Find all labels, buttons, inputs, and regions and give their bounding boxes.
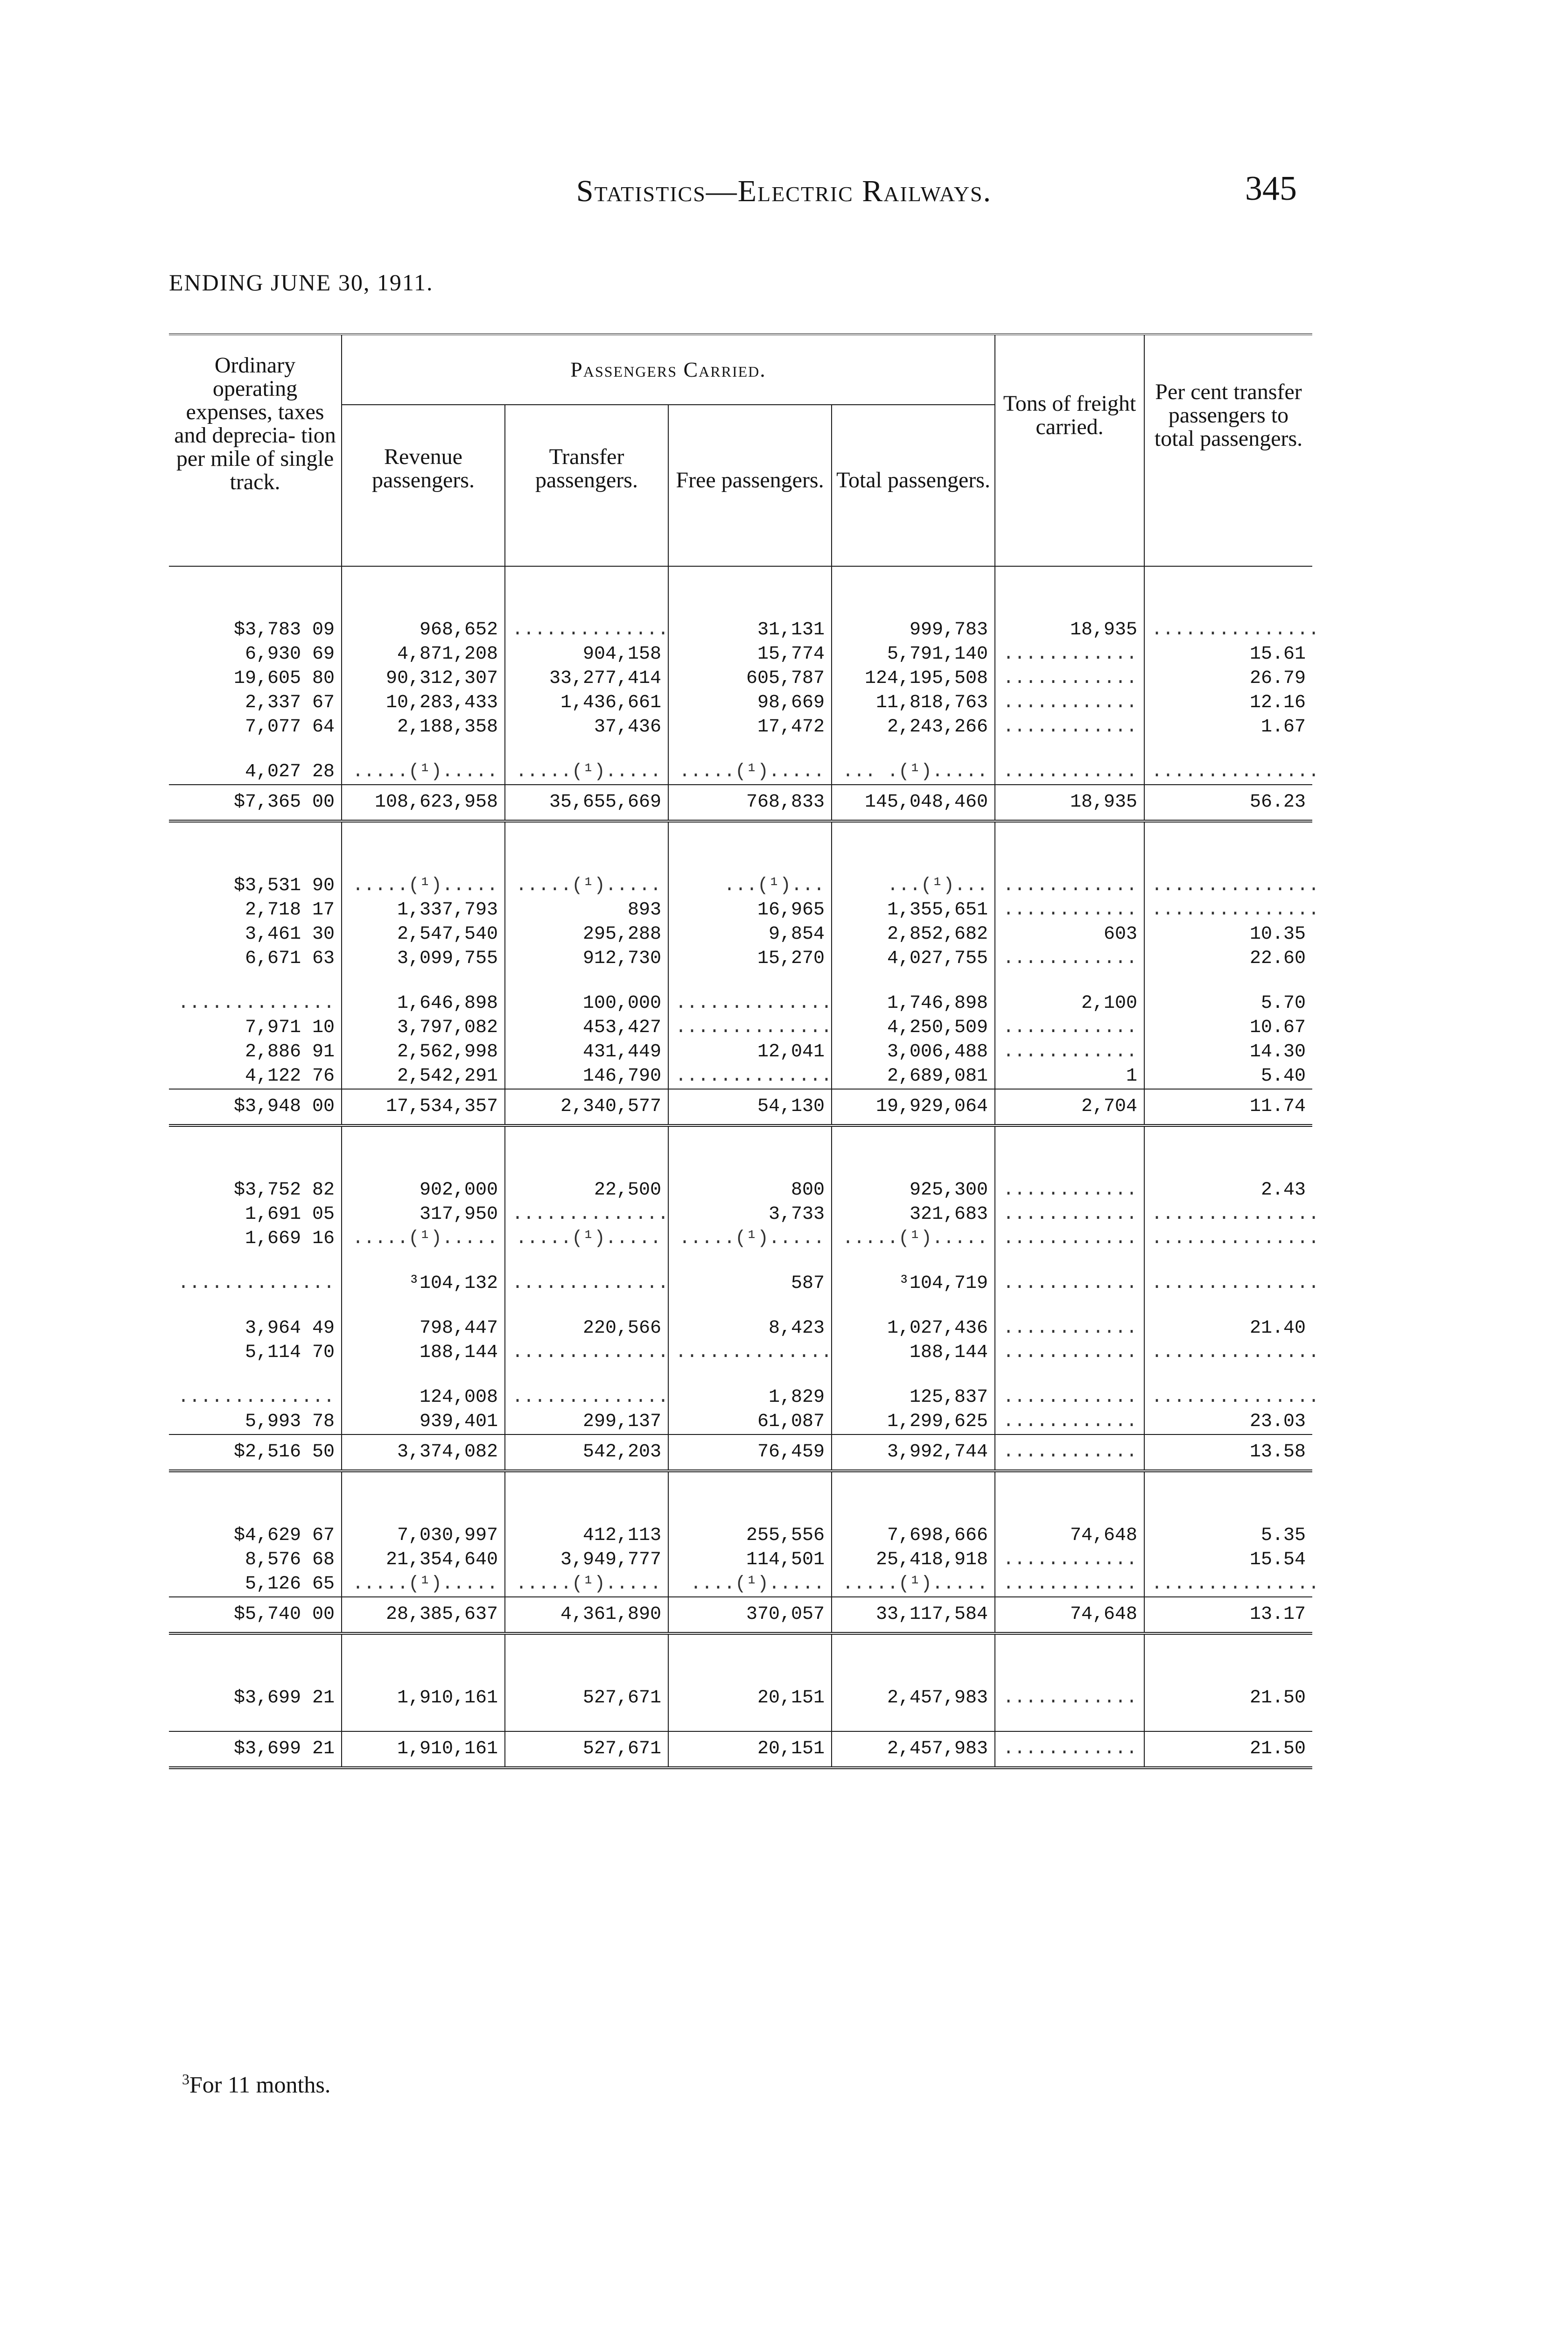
table-cell: 6,930 69 bbox=[245, 644, 335, 665]
table-cell: ............... bbox=[1144, 618, 1312, 642]
table-cell: 9,854 bbox=[668, 922, 832, 947]
table-cell: .....(¹)..... bbox=[342, 760, 505, 785]
table-cell: ............ bbox=[995, 1227, 1144, 1251]
table-cell: 3,733 bbox=[668, 1202, 832, 1227]
table-cell: $3,699 21 bbox=[233, 1687, 335, 1708]
table-cell: .............. bbox=[177, 1273, 335, 1294]
table-row bbox=[169, 1227, 1312, 1251]
table-cell: 11.74 bbox=[1144, 1089, 1312, 1125]
table-cell: 321,683 bbox=[832, 1202, 995, 1227]
table-cell: 10.35 bbox=[1144, 922, 1312, 947]
table-cell: 605,787 bbox=[668, 667, 832, 691]
table-cell: 3,964 49 bbox=[245, 1318, 335, 1339]
table-cell: 37,436 bbox=[505, 715, 668, 739]
page-number: 345 bbox=[1245, 169, 1297, 208]
header-revenue-passengers: Revenue passengers. bbox=[342, 405, 505, 496]
table-row bbox=[169, 1316, 1312, 1341]
header-passengers-carried: Passengers Carried. bbox=[342, 334, 995, 405]
table-cell: 5,126 65 bbox=[245, 1574, 335, 1595]
table-cell: ............ bbox=[995, 760, 1144, 785]
table-cell: 295,288 bbox=[505, 922, 668, 947]
table-cell: 893 bbox=[505, 898, 668, 922]
table-cell: 925,300 bbox=[832, 1178, 995, 1202]
table-cell: 2,689,081 bbox=[832, 1064, 995, 1089]
table-cell: 3,099,755 bbox=[342, 947, 505, 971]
subtotal-row bbox=[169, 1597, 1312, 1633]
table-cell: 1,337,793 bbox=[342, 898, 505, 922]
table-cell: 5.40 bbox=[1144, 1064, 1312, 1089]
table-cell: $7,365 00 bbox=[169, 785, 342, 821]
table-cell: 125,837 bbox=[832, 1385, 995, 1410]
table-cell: ............... bbox=[1144, 1202, 1312, 1227]
table-cell: 21.50 bbox=[1144, 1731, 1312, 1768]
table-cell: ............ bbox=[995, 1731, 1144, 1768]
table-row bbox=[169, 1341, 1312, 1365]
table-cell: 1,910,161 bbox=[342, 1731, 505, 1768]
table-cell: 20,151 bbox=[668, 1686, 832, 1710]
table-cell: $3,531 90 bbox=[233, 875, 335, 896]
table-cell: 2,188,358 bbox=[342, 715, 505, 739]
table-cell: 2,886 91 bbox=[245, 1041, 335, 1062]
table-cell: ............ bbox=[995, 1548, 1144, 1572]
table-cell: ............ bbox=[995, 1434, 1144, 1471]
footnote-mark: 3 bbox=[182, 2071, 189, 2088]
table-cell: ³104,132 bbox=[342, 1272, 505, 1296]
table-cell: ............... bbox=[1144, 1272, 1312, 1296]
table-cell: ............ bbox=[995, 1202, 1144, 1227]
table-cell: .....(¹)..... bbox=[505, 760, 668, 785]
table-cell: ............ bbox=[995, 1016, 1144, 1040]
table-cell: 16,965 bbox=[668, 898, 832, 922]
table-cell: .....(¹)..... bbox=[342, 1227, 505, 1251]
table-cell: .....(¹)..... bbox=[505, 1227, 668, 1251]
table-row bbox=[169, 1572, 1312, 1597]
table-cell: $3,948 00 bbox=[169, 1089, 342, 1125]
table-cell: .............. bbox=[668, 1016, 832, 1040]
table-cell: 21,354,640 bbox=[342, 1548, 505, 1572]
table-cell: 800 bbox=[668, 1178, 832, 1202]
table-cell: 124,008 bbox=[342, 1385, 505, 1410]
table-cell: 4,361,890 bbox=[505, 1597, 668, 1633]
table-cell: 74,648 bbox=[995, 1524, 1144, 1548]
table-cell: 1,027,436 bbox=[832, 1316, 995, 1341]
table-cell: ....(¹)..... bbox=[668, 1572, 832, 1597]
table-cell: 21.50 bbox=[1144, 1686, 1312, 1710]
table-cell: 74,648 bbox=[995, 1597, 1144, 1633]
table-cell: 1,910,161 bbox=[342, 1686, 505, 1710]
table-cell: 2,100 bbox=[995, 991, 1144, 1016]
table-cell: 146,790 bbox=[505, 1064, 668, 1089]
table-cell: .....(¹)..... bbox=[505, 1572, 668, 1597]
table-row bbox=[169, 667, 1312, 691]
table-cell: 255,556 bbox=[668, 1524, 832, 1548]
table-cell: 21.40 bbox=[1144, 1316, 1312, 1341]
table-cell: 14.30 bbox=[1144, 1040, 1312, 1064]
table-cell: .............. bbox=[668, 991, 832, 1016]
table-cell: 542,203 bbox=[505, 1434, 668, 1471]
table-cell: 2,704 bbox=[995, 1089, 1144, 1125]
table-cell: 98,669 bbox=[668, 691, 832, 715]
table-cell: 10,283,433 bbox=[342, 691, 505, 715]
table-cell: 2,542,291 bbox=[342, 1064, 505, 1089]
table-row bbox=[169, 922, 1312, 947]
table-cell: ³104,719 bbox=[832, 1272, 995, 1296]
table-cell: 61,087 bbox=[668, 1410, 832, 1434]
table-row bbox=[169, 898, 1312, 922]
table-cell: 527,671 bbox=[505, 1731, 668, 1768]
table-cell: .............. bbox=[505, 1202, 668, 1227]
table-cell: 2,457,983 bbox=[832, 1686, 995, 1710]
table-cell: 3,374,082 bbox=[342, 1434, 505, 1471]
table-cell: 768,833 bbox=[668, 785, 832, 821]
table-cell: 11,818,763 bbox=[832, 691, 995, 715]
table-cell: 912,730 bbox=[505, 947, 668, 971]
table-cell: 15,270 bbox=[668, 947, 832, 971]
running-header bbox=[0, 174, 1568, 209]
statistics-table bbox=[169, 333, 1320, 1769]
table-cell: 904,158 bbox=[505, 642, 668, 667]
table-subheading: ENDING JUNE 30, 1911. bbox=[169, 269, 434, 295]
table-row bbox=[169, 715, 1312, 739]
table-cell: .....(¹)..... bbox=[832, 1572, 995, 1597]
table-cell: 220,566 bbox=[505, 1316, 668, 1341]
table-cell: ............ bbox=[995, 1572, 1144, 1597]
subtotal-row bbox=[169, 785, 1312, 821]
table-cell: ............ bbox=[995, 1040, 1144, 1064]
table-cell: 17,472 bbox=[668, 715, 832, 739]
table-cell: 1,669 16 bbox=[245, 1228, 335, 1249]
table-cell: 35,655,669 bbox=[505, 785, 668, 821]
table-cell: 1,299,625 bbox=[832, 1410, 995, 1434]
table-cell: 3,992,744 bbox=[832, 1434, 995, 1471]
table-row bbox=[169, 1016, 1312, 1040]
table-cell: .....(¹)..... bbox=[832, 1227, 995, 1251]
table-cell: ............ bbox=[995, 947, 1144, 971]
table-row bbox=[169, 1178, 1312, 1202]
table-cell: ............ bbox=[995, 1341, 1144, 1365]
table-cell: ............... bbox=[1144, 1227, 1312, 1251]
table-cell: 412,113 bbox=[505, 1524, 668, 1548]
table-cell: 90,312,307 bbox=[342, 667, 505, 691]
table-cell: 4,250,509 bbox=[832, 1016, 995, 1040]
table-cell: ............ bbox=[995, 1686, 1144, 1710]
table-cell: 902,000 bbox=[342, 1178, 505, 1202]
table-row bbox=[169, 1410, 1312, 1434]
table-cell: ............... bbox=[1144, 898, 1312, 922]
table-cell: 5,114 70 bbox=[245, 1342, 335, 1363]
footnote bbox=[182, 2071, 330, 2098]
table-cell: 188,144 bbox=[342, 1341, 505, 1365]
table-cell: 28,385,637 bbox=[342, 1597, 505, 1633]
table-cell: 5,791,140 bbox=[832, 642, 995, 667]
table-cell: ...(¹)... bbox=[668, 874, 832, 898]
table-cell: ............... bbox=[1144, 1572, 1312, 1597]
table-cell: ............ bbox=[995, 898, 1144, 922]
table-cell: $3,752 82 bbox=[233, 1180, 335, 1201]
table-cell: .....(¹)..... bbox=[668, 1227, 832, 1251]
table-row bbox=[169, 1040, 1312, 1064]
table-cell: 5,993 78 bbox=[245, 1411, 335, 1432]
table-cell: ............... bbox=[1144, 760, 1312, 785]
table-cell: ............ bbox=[995, 715, 1144, 739]
table-cell: 25,418,918 bbox=[832, 1548, 995, 1572]
table-cell: ...(¹)... bbox=[832, 874, 995, 898]
table-cell: 8,423 bbox=[668, 1316, 832, 1341]
table-cell: 5.70 bbox=[1144, 991, 1312, 1016]
table-cell: 13.17 bbox=[1144, 1597, 1312, 1633]
table-row bbox=[169, 1202, 1312, 1227]
table-row bbox=[169, 618, 1312, 642]
table-cell: 12.16 bbox=[1144, 691, 1312, 715]
table-cell: 13.58 bbox=[1144, 1434, 1312, 1471]
table-cell: 15,774 bbox=[668, 642, 832, 667]
table-cell: $5,740 00 bbox=[169, 1597, 342, 1633]
table-cell: 2,337 67 bbox=[245, 692, 335, 713]
table-cell: 587 bbox=[668, 1272, 832, 1296]
table-cell: 1,646,898 bbox=[342, 991, 505, 1016]
table-cell: .............. bbox=[668, 1064, 832, 1089]
table-cell: 1,746,898 bbox=[832, 991, 995, 1016]
header-free-passengers: Free passengers. bbox=[668, 405, 832, 496]
table-cell: 17,534,357 bbox=[342, 1089, 505, 1125]
table-cell: 54,130 bbox=[668, 1089, 832, 1125]
table-row bbox=[169, 1064, 1312, 1089]
table-cell: 299,137 bbox=[505, 1410, 668, 1434]
table-row bbox=[169, 760, 1312, 785]
table-row bbox=[169, 991, 1312, 1016]
table-cell: 3,949,777 bbox=[505, 1548, 668, 1572]
table-cell: ............ bbox=[995, 1272, 1144, 1296]
table-cell: 1,436,661 bbox=[505, 691, 668, 715]
table-cell: 453,427 bbox=[505, 1016, 668, 1040]
table-cell: ............... bbox=[1144, 1385, 1312, 1410]
table-cell: 7,971 10 bbox=[245, 1017, 335, 1038]
table-cell: 7,077 64 bbox=[245, 717, 335, 738]
table-cell: .............. bbox=[505, 1272, 668, 1296]
table-cell: $3,783 09 bbox=[233, 619, 335, 640]
table-cell: 100,000 bbox=[505, 991, 668, 1016]
table-cell: 2,243,266 bbox=[832, 715, 995, 739]
header-tons-freight: Tons of freight carried. bbox=[995, 334, 1144, 496]
table-cell: ... .(¹)..... bbox=[832, 760, 995, 785]
table-cell: 19,929,064 bbox=[832, 1089, 995, 1125]
table-row bbox=[169, 1272, 1312, 1296]
table-cell: .....(¹)..... bbox=[668, 760, 832, 785]
table-cell: 8,576 68 bbox=[245, 1549, 335, 1570]
table-cell: 3,006,488 bbox=[832, 1040, 995, 1064]
table-cell: 12,041 bbox=[668, 1040, 832, 1064]
table-cell: 15.54 bbox=[1144, 1548, 1312, 1572]
table-cell: 18,935 bbox=[995, 618, 1144, 642]
table-row bbox=[169, 642, 1312, 667]
header-percent-transfer: Per cent transfer passengers to total passengers. bbox=[1144, 334, 1312, 496]
table-cell: ............ bbox=[995, 1410, 1144, 1434]
subtotal-row bbox=[169, 1434, 1312, 1471]
table-cell: 56.23 bbox=[1144, 785, 1312, 821]
table-cell: 3,461 30 bbox=[245, 924, 335, 945]
table-cell: 5.35 bbox=[1144, 1524, 1312, 1548]
header-ordinary-expenses: Ordinary operating expenses, taxes and deprecia- tion per mile of single track. bbox=[174, 353, 336, 494]
table-cell: 527,671 bbox=[505, 1686, 668, 1710]
table-row bbox=[169, 1686, 1312, 1710]
table-cell: .............. bbox=[505, 618, 668, 642]
table-cell: 2,852,682 bbox=[832, 922, 995, 947]
table-cell: $2,516 50 bbox=[169, 1434, 342, 1471]
table-cell: 26.79 bbox=[1144, 667, 1312, 691]
table-cell: ............ bbox=[995, 642, 1144, 667]
table-cell: ............ bbox=[995, 667, 1144, 691]
table-row bbox=[169, 691, 1312, 715]
table-cell: ............ bbox=[995, 1385, 1144, 1410]
table-cell: 4,871,208 bbox=[342, 642, 505, 667]
grand-total-row bbox=[169, 1731, 1312, 1768]
table-cell: 18,935 bbox=[995, 785, 1144, 821]
table-cell: 15.61 bbox=[1144, 642, 1312, 667]
table-cell: 370,057 bbox=[668, 1597, 832, 1633]
table-cell: 76,459 bbox=[668, 1434, 832, 1471]
table-cell: .....(¹)..... bbox=[505, 874, 668, 898]
table-cell: 1.67 bbox=[1144, 715, 1312, 739]
header-total-passengers: Total passengers. bbox=[832, 405, 995, 496]
subtotal-row bbox=[169, 1089, 1312, 1125]
footnote-text: For 11 months. bbox=[189, 2071, 331, 2098]
table-cell: .............. bbox=[177, 1387, 335, 1408]
table-row bbox=[169, 1524, 1312, 1548]
table-cell: .............. bbox=[505, 1341, 668, 1365]
table-cell: ............ bbox=[995, 691, 1144, 715]
table-cell: $4,629 67 bbox=[233, 1525, 335, 1546]
table-cell: 3,797,082 bbox=[342, 1016, 505, 1040]
table-cell: 4,122 76 bbox=[245, 1066, 335, 1087]
table-cell: 2.43 bbox=[1144, 1178, 1312, 1202]
table-cell: .............. bbox=[177, 993, 335, 1014]
table-cell: ............ bbox=[995, 874, 1144, 898]
table-cell: 4,027,755 bbox=[832, 947, 995, 971]
table-cell: 20,151 bbox=[668, 1731, 832, 1768]
table-cell: 7,698,666 bbox=[832, 1524, 995, 1548]
table-cell: 968,652 bbox=[342, 618, 505, 642]
table-cell: 145,048,460 bbox=[832, 785, 995, 821]
table-cell: $3,699 21 bbox=[169, 1731, 342, 1768]
table-cell: ............ bbox=[995, 1316, 1144, 1341]
table-cell: 114,501 bbox=[668, 1548, 832, 1572]
table-cell: 33,277,414 bbox=[505, 667, 668, 691]
table-cell: 1,355,651 bbox=[832, 898, 995, 922]
table-cell: .....(¹)..... bbox=[342, 874, 505, 898]
table-cell: 1,691 05 bbox=[245, 1204, 335, 1225]
table-cell: 6,671 63 bbox=[245, 948, 335, 969]
table-cell: 19,605 80 bbox=[233, 668, 335, 689]
table-cell: .............. bbox=[505, 1385, 668, 1410]
table-cell: 10.67 bbox=[1144, 1016, 1312, 1040]
table-row bbox=[169, 947, 1312, 971]
table-cell: ............... bbox=[1144, 1341, 1312, 1365]
table-cell: 798,447 bbox=[342, 1316, 505, 1341]
table-cell: .............. bbox=[668, 1341, 832, 1365]
table-row bbox=[169, 1385, 1312, 1410]
table-cell: 999,783 bbox=[832, 618, 995, 642]
table-cell: 2,340,577 bbox=[505, 1089, 668, 1125]
table-cell: 2,547,540 bbox=[342, 922, 505, 947]
table-row bbox=[169, 1548, 1312, 1572]
table-cell: 31,131 bbox=[668, 618, 832, 642]
table-cell: 2,562,998 bbox=[342, 1040, 505, 1064]
table-cell: 22.60 bbox=[1144, 947, 1312, 971]
table-cell: 7,030,997 bbox=[342, 1524, 505, 1548]
table-cell: 2,718 17 bbox=[245, 900, 335, 921]
table-cell: 317,950 bbox=[342, 1202, 505, 1227]
table-cell: .....(¹)..... bbox=[342, 1572, 505, 1597]
table-cell: 1,829 bbox=[668, 1385, 832, 1410]
table-cell: 1 bbox=[995, 1064, 1144, 1089]
table-cell: 188,144 bbox=[832, 1341, 995, 1365]
table-cell: 939,401 bbox=[342, 1410, 505, 1434]
table-cell: 23.03 bbox=[1144, 1410, 1312, 1434]
table-cell: 124,195,508 bbox=[832, 667, 995, 691]
table-cell: 108,623,958 bbox=[342, 785, 505, 821]
header-transfer-passengers: Transfer passengers. bbox=[505, 405, 668, 496]
table-cell: 431,449 bbox=[505, 1040, 668, 1064]
table-cell: 4,027 28 bbox=[245, 761, 335, 782]
table-cell: 2,457,983 bbox=[832, 1731, 995, 1768]
table-row bbox=[169, 874, 1312, 898]
table-cell: 22,500 bbox=[505, 1178, 668, 1202]
table-cell: ............ bbox=[995, 1178, 1144, 1202]
table-cell: 603 bbox=[995, 922, 1144, 947]
table-cell: ............... bbox=[1144, 874, 1312, 898]
running-header-text: Statistics—Electric Railways. bbox=[576, 174, 992, 208]
table-cell: 33,117,584 bbox=[832, 1597, 995, 1633]
